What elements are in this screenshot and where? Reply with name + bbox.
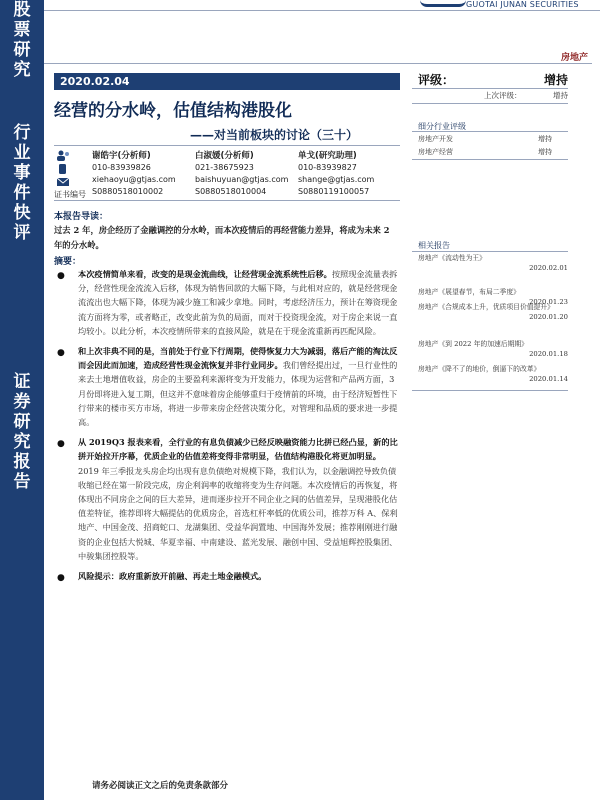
bullet-dot-icon: ● xyxy=(57,348,65,359)
brand-name: GUOTAI JUNAN SECURITIES xyxy=(466,0,579,9)
phone-icon xyxy=(56,163,70,174)
header-rule xyxy=(44,10,600,11)
authors-divider xyxy=(54,145,400,146)
related-reports-heading: 相关报告 xyxy=(418,241,450,250)
related-report-title[interactable]: 房地产《展望春节，布局二季度》 xyxy=(418,288,520,296)
sidebar-char: 股 xyxy=(13,0,31,20)
author-cert: S0880119100057 xyxy=(298,187,370,196)
bullet-dot-icon: ● xyxy=(57,271,65,281)
summary-item-lead: 风险提示：政府重新放开前融、再走土地金融模式。 xyxy=(78,571,267,582)
rating-value: 增持 xyxy=(543,73,568,87)
sidebar-char: 研 xyxy=(13,40,31,60)
sector-tag: 房地产 xyxy=(560,53,588,63)
summary-item-text: 2019 年三季报龙头房企均出现有息负债绝对规模下降，我们认为，以金融调控导致负债收缩已经在第一阶段完成，房企利润率的收缩将变为生存问题。本次疫情后的再恢复，将体现出不同房企之间的巨大差异，进而逐步拉开不同企业之间的估值差异，呈现港股化估值差特征，推荐即将大幅提估的优质房企，首选杠杆率低的优质公司，推荐万科 A、保利地产、中国金茂、招商蛇口、龙湖集团、受益华润置地、中国海外发展；推荐刚刚进行融资的企业包括大悦城、华夏幸福、中南建设、蓝光发展、融创中国、受益旭辉控股集团、中骏集团控股等。 xyxy=(78,465,398,561)
sidebar-char: 告 xyxy=(13,472,31,492)
email-icon xyxy=(56,176,70,187)
rating-divider xyxy=(412,88,568,89)
sidebar-label-securities-report xyxy=(0,372,44,492)
author-phone: 021-38675923 xyxy=(195,163,254,172)
related-report-date: 2020.01.18 xyxy=(529,350,568,358)
sub-rating-divider-bottom xyxy=(412,159,568,160)
sidebar-char: 报 xyxy=(13,452,31,472)
disclaimer: 请务必阅读正文之后的免责条款部分 xyxy=(92,781,229,791)
sub-rating-value: 增持 xyxy=(538,148,552,156)
author-block xyxy=(298,150,374,198)
author-name: 白淑媛(分析师) xyxy=(195,151,254,161)
summary-heading: 摘要： xyxy=(54,257,82,267)
related-report-title[interactable]: 房地产《流动性为王》 xyxy=(418,254,486,262)
sidebar-char: 件 xyxy=(13,183,31,203)
sidebar-char: 究 xyxy=(13,60,31,80)
rating-divider-bottom xyxy=(412,103,568,104)
sub-rating-name: 房地产经营 xyxy=(418,148,453,156)
author-email[interactable]: xiehaoyu@gtjas.com xyxy=(92,175,176,184)
related-divider-bottom xyxy=(412,390,568,391)
author-phone: 010-83939826 xyxy=(92,163,151,172)
sidebar-char: 行 xyxy=(13,123,31,143)
related-report-date: 2020.02.01 xyxy=(529,264,568,272)
summary-item-text: 按照现金流量表拆分，经营性现金流流入后移，体现为销售回款的大幅下降，与此相对应的，就是经营现金流流出也大幅下降，体现为减少施工和减少拿地。同时，考虑经济压力，预计在筹资现金流方面将为零，或者略正，改变此前为负的局面，而对于投资现金流，对于房企来说一直均较小。以此分析，本次疫情所带来的直接风险，就是在于现金流重新再匹配风险。 xyxy=(78,269,398,336)
related-divider xyxy=(412,251,568,252)
summary-item xyxy=(54,569,400,583)
author-cert: S0880518010004 xyxy=(195,187,267,196)
sub-rating-value: 增持 xyxy=(538,135,552,143)
related-report-item[interactable] xyxy=(418,253,568,273)
sidebar-char: 快 xyxy=(13,203,31,223)
author-cert: S0880518010002 xyxy=(92,187,164,196)
sub-rating-divider xyxy=(412,131,568,132)
sidebar-char: 业 xyxy=(13,143,31,163)
summary-item-text: 我们曾经提出过，一旦行业性的来去土地增值收益，房企的主要盈利来源将变为开发能力，体现为运营和产品两方面，3 月份即将进入复工期，但这并不意味着房企能够重归于疫情前的环境，由于经济短暂性下行带来的楼市买方市场，将进一步带来房企经营决策分化，对管理和品质的要求进一步提高。 xyxy=(78,360,398,428)
related-report-date: 2020.01.23 xyxy=(529,298,568,306)
author-name: 单戈(研究助理) xyxy=(298,151,357,161)
sidebar-char: 票 xyxy=(13,20,31,40)
related-report-date: 2020.01.20 xyxy=(529,313,568,321)
sidebar-label-industry-event xyxy=(0,123,44,243)
guide-heading: 本报告导读： xyxy=(54,212,109,222)
summary-item xyxy=(54,267,400,338)
related-report-date: 2020.01.14 xyxy=(529,375,568,383)
related-report-title[interactable]: 房地产《降不了的地价，倒逼下的改革》 xyxy=(418,365,541,373)
author-email[interactable]: shange@gtjas.com xyxy=(298,175,375,184)
sidebar-char: 究 xyxy=(13,432,31,452)
sidebar-char: 研 xyxy=(13,412,31,432)
report-date: 2020.02.04 xyxy=(54,73,400,90)
summary-list xyxy=(54,267,400,589)
bullet-dot-icon: ● xyxy=(57,573,65,584)
prev-rating-label: 上次评级： xyxy=(484,91,522,100)
authors-divider-bottom xyxy=(54,200,400,201)
person-icon xyxy=(56,150,70,161)
author-email[interactable]: baishuyuan@gtjas.com xyxy=(195,175,289,184)
sub-rating-row xyxy=(418,134,552,144)
summary-item-lead: 本次疫情简单来看，改变的是现金流曲线，让经营现金流系统性后移。 xyxy=(78,269,332,279)
summary-item xyxy=(54,344,400,429)
sidebar-char: 事 xyxy=(13,163,31,183)
related-report-title[interactable]: 房地产《到 2022 年的加速后期期》 xyxy=(418,340,528,348)
sidebar-char: 证 xyxy=(13,372,31,392)
cert-label: 证书编号 xyxy=(54,190,86,199)
report-subtitle: ——对当前板块的讨论（三十） xyxy=(190,128,359,142)
sub-rating-name: 房地产开发 xyxy=(418,135,453,143)
author-block xyxy=(92,150,176,198)
related-report-title[interactable]: 房地产《合规成本上升，优质项目价值提升》 xyxy=(418,303,554,311)
sub-rating-row xyxy=(418,147,552,157)
summary-item-lead: 和上次非典不同的是，当前处于行业下行周期，使得恢复力大为减弱，落后产能的淘汰反而会因此而加速，造成经营性现金流恢复并非行业同步。 xyxy=(78,346,398,371)
rating-label: 评级： xyxy=(418,73,455,87)
sidebar-char: 券 xyxy=(13,392,31,412)
prev-rating-value: 增持 xyxy=(553,91,568,100)
summary-item xyxy=(54,435,400,563)
report-title: 经营的分水岭，估值结构港股化 xyxy=(54,101,292,121)
sidebar-char: 评 xyxy=(13,223,31,243)
related-report-item[interactable] xyxy=(418,364,568,384)
author-block xyxy=(195,150,288,198)
header-divider xyxy=(44,63,592,64)
contact-icons xyxy=(56,150,72,189)
bullet-dot-icon: ● xyxy=(57,439,65,450)
author-phone: 010-83939827 xyxy=(298,163,357,172)
guide-text: 过去 2 年，房企经历了金融调控的分水岭，而本次疫情后的再经营能力差异，将成为未来 2 年的分水岭。 xyxy=(54,225,390,250)
summary-item-lead: 从 2019Q3 报表来看，全行业的有息负债减少已经反映融资能力比拼已经凸显，新的比拼开始拉开序幕，优质企业的估值差将变得非常明显，估值结构港股化将更加明显。 xyxy=(78,437,398,462)
sidebar-label-stock-research xyxy=(0,0,44,80)
related-report-item[interactable] xyxy=(418,339,568,359)
sub-rating-heading: 细分行业评级 xyxy=(418,122,466,131)
author-name: 谢皓宇(分析师) xyxy=(92,151,151,161)
related-report-item[interactable] xyxy=(418,302,568,322)
brand-logo-icon xyxy=(420,0,466,7)
